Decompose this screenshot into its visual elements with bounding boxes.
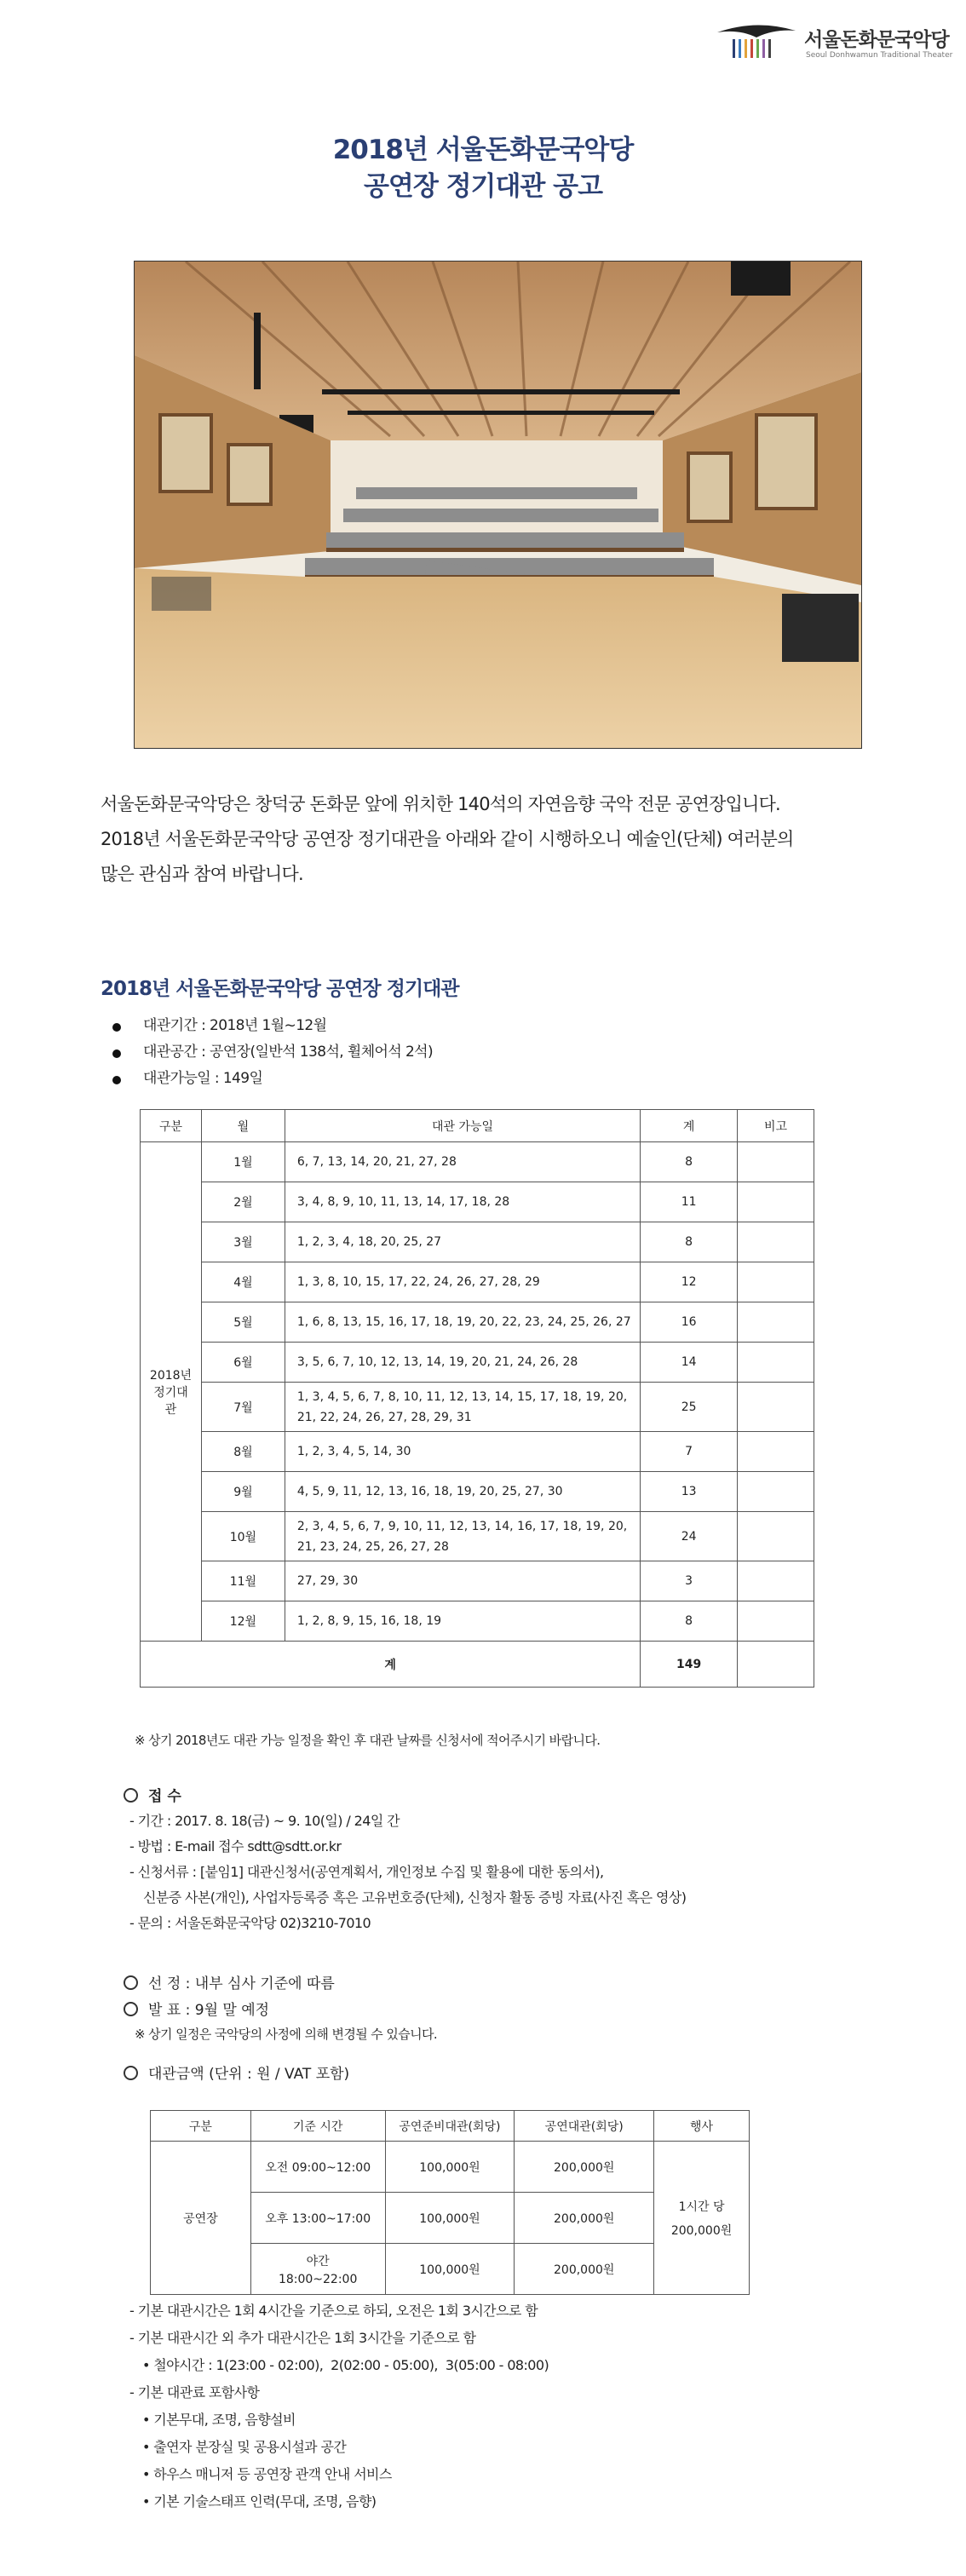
total-label: 계 <box>141 1642 641 1688</box>
count-cell: 14 <box>641 1343 738 1383</box>
month-cell: 1월 <box>201 1142 285 1182</box>
fee-note: • 기본 기술스태프 인력(무대, 조명, 음향) <box>135 2493 377 2510</box>
count-cell: 13 <box>641 1472 738 1512</box>
count-cell: 8 <box>641 1601 738 1642</box>
perf-fee-cell: 200,000원 <box>515 2142 654 2193</box>
month-cell: 10월 <box>201 1512 285 1561</box>
fee-table <box>150 2110 750 2295</box>
time-line: 18:00~22:00 <box>278 2272 358 2286</box>
remark-cell <box>738 1601 814 1642</box>
remark-cell <box>738 1222 814 1262</box>
group-label: 정기대관 <box>153 1385 188 1417</box>
group-cell <box>141 1142 202 1642</box>
time-cell <box>250 2244 385 2295</box>
perf-fee-cell: 200,000원 <box>515 2244 654 2295</box>
remark-cell <box>738 1432 814 1472</box>
fee-heading-text: 대관금액 (단위 : 원 / VAT 포함) <box>148 2066 350 2083</box>
table-row <box>141 1142 814 1182</box>
month-cell: 5월 <box>201 1302 285 1343</box>
remark-cell <box>738 1472 814 1512</box>
days-cell: 3, 4, 8, 9, 10, 11, 13, 14, 17, 18, 28 <box>285 1182 640 1222</box>
intro-line: 많은 관심과 참여 바랍니다. <box>101 864 303 884</box>
event-fee-cell <box>654 2142 750 2295</box>
intro-text <box>101 787 884 892</box>
table-row <box>141 1561 814 1601</box>
table-row <box>141 1383 814 1432</box>
list-item: 대관기간 : 2018년 1월~12월 <box>111 1013 433 1039</box>
count-cell: 11 <box>641 1182 738 1222</box>
days-cell: 3, 5, 6, 7, 10, 12, 13, 14, 19, 20, 21, 24, 26, 28 <box>285 1343 640 1383</box>
count-cell: 7 <box>641 1432 738 1472</box>
month-cell: 9월 <box>201 1472 285 1512</box>
reception-method: - 방법 : E-mail 접수 sdtt@sdtt.or.kr <box>129 1838 342 1854</box>
reception-heading <box>124 1784 181 1805</box>
event-fee-line: 1시간 당 <box>678 2199 725 2214</box>
fee-note: • 철야시간 : 1(23:00 - 02:00), 2(02:00 - 05:00), 3(05:00 - 08:00) <box>135 2357 549 2373</box>
column-header: 구분 <box>141 1110 202 1142</box>
count-cell: 16 <box>641 1302 738 1343</box>
days-cell: 1, 2, 3, 4, 5, 14, 30 <box>285 1432 640 1472</box>
days-line: 1, 3, 4, 5, 6, 7, 8, 10, 11, 12, 13, 14, 15, 17, 18, 19, 20, <box>296 1389 628 1404</box>
days-line: 21, 22, 24, 26, 27, 28, 29, 31 <box>296 1410 472 1424</box>
theater-illustration <box>135 262 861 748</box>
logo <box>714 19 952 66</box>
time-cell: 오후 13:00~17:00 <box>250 2193 385 2244</box>
remark-cell <box>738 1561 814 1601</box>
month-cell: 4월 <box>201 1262 285 1302</box>
intro-line: 서울돈화문국악당은 창덕궁 돈화문 앞에 위치한 140석의 자연음향 국악 전문 공연장입니다. <box>101 794 780 814</box>
remark-cell <box>738 1512 814 1561</box>
days-cell: 4, 5, 9, 11, 12, 13, 16, 18, 19, 20, 25, 27, 30 <box>285 1472 640 1512</box>
month-cell: 8월 <box>201 1432 285 1472</box>
remark-cell <box>738 1302 814 1343</box>
fee-heading <box>124 2061 349 2083</box>
table-row <box>141 1601 814 1642</box>
circle-bullet-icon <box>124 1788 138 1803</box>
logo-name-ko: 서울돈화문국악당 <box>804 29 949 51</box>
count-cell: 8 <box>641 1222 738 1262</box>
month-cell: 2월 <box>201 1182 285 1222</box>
remark-cell <box>738 1262 814 1302</box>
table-row <box>141 1222 814 1262</box>
circle-bullet-icon <box>124 2002 138 2016</box>
column-header: 월 <box>201 1110 285 1142</box>
theater-photo <box>134 261 862 749</box>
column-header: 비고 <box>738 1110 814 1142</box>
fee-note: - 기본 대관료 포함사항 <box>129 2384 260 2401</box>
section-title: 2018년 서울돈화문국악당 공연장 정기대관 <box>101 978 459 1000</box>
intro-line: 2018년 서울돈화문국악당 공연장 정기대관을 아래와 같이 시행하오니 예술인(단체) 여러분의 <box>101 829 794 849</box>
reception-docs-detail: 신분증 사본(개인), 사업자등록증 혹은 고유번호증(단체), 신청자 활동 증빙 자료(사진 혹은 영상) <box>143 1889 687 1906</box>
fee-note: - 기본 대관시간 외 추가 대관시간은 1회 3시간을 기준으로 함 <box>129 2330 476 2346</box>
announce-item <box>124 1998 269 2019</box>
column-header: 공연준비대관(회당) <box>385 2111 515 2142</box>
list-item: 대관공간 : 공연장(일반석 138석, 휠체어석 2석) <box>111 1039 433 1066</box>
fee-note: - 기본 대관시간은 1회 4시간을 기준으로 하되, 오전은 1회 3시간으로 함 <box>129 2303 538 2319</box>
month-cell: 3월 <box>201 1222 285 1262</box>
page-title-line2: 공연장 정기대관 공고 <box>363 171 603 202</box>
prep-fee-cell: 100,000원 <box>385 2244 515 2295</box>
schedule-note: ※ 상기 2018년도 대관 가능 일정을 확인 후 대관 날짜를 신청서에 적어주시기 바랍니다. <box>135 1733 601 1748</box>
fee-note: • 출연자 분장실 및 공용시설과 공간 <box>135 2439 347 2455</box>
fee-note: • 기본무대, 조명, 음향설비 <box>135 2412 296 2428</box>
column-header: 대관 가능일 <box>285 1110 640 1142</box>
month-cell: 11월 <box>201 1561 285 1601</box>
count-cell: 25 <box>641 1383 738 1432</box>
schedule-change-note: ※ 상기 일정은 국악당의 사정에 의해 변경될 수 있습니다. <box>135 2027 438 2042</box>
month-cell: 7월 <box>201 1383 285 1432</box>
time-cell: 오전 09:00~12:00 <box>250 2142 385 2193</box>
reception-heading-text: 접 수 <box>148 1788 181 1805</box>
remark-cell <box>738 1182 814 1222</box>
table-row <box>141 1512 814 1561</box>
table-header-row <box>141 1110 814 1142</box>
table-row <box>141 1432 814 1472</box>
month-cell: 6월 <box>201 1343 285 1383</box>
remark-cell <box>738 1383 814 1432</box>
selection-item <box>124 1971 335 1992</box>
schedule-table <box>140 1109 814 1688</box>
count-cell: 3 <box>641 1561 738 1601</box>
days-cell: 1, 2, 3, 4, 18, 20, 25, 27 <box>285 1222 640 1262</box>
list-item: 대관가능일 : 149일 <box>111 1066 433 1092</box>
total-count: 149 <box>641 1642 738 1688</box>
days-cell <box>285 1383 640 1432</box>
announce-text: 발 표 : 9월 말 예정 <box>148 2002 270 2019</box>
days-cell: 27, 29, 30 <box>285 1561 640 1601</box>
circle-bullet-icon <box>124 1975 138 1990</box>
month-cell: 12월 <box>201 1601 285 1642</box>
table-header-row <box>151 2111 750 2142</box>
table-row <box>141 1472 814 1512</box>
table-row <box>151 2142 750 2193</box>
table-row <box>141 1343 814 1383</box>
table-total-row <box>141 1642 814 1688</box>
fee-note: • 하우스 매니저 등 공연장 관객 안내 서비스 <box>135 2466 392 2482</box>
reception-contact: - 문의 : 서울돈화문국악당 02)3210-7010 <box>129 1915 371 1931</box>
prep-fee-cell: 100,000원 <box>385 2142 515 2193</box>
prep-fee-cell: 100,000원 <box>385 2193 515 2244</box>
logo-name-en: Seoul Donhwamun Traditional Theater <box>806 51 953 60</box>
column-header: 행사 <box>654 2111 750 2142</box>
column-header: 기준 시간 <box>250 2111 385 2142</box>
page-title-line1: 2018년 서울돈화문국악당 <box>332 135 634 165</box>
reception-period: - 기간 : 2017. 8. 18(금) ~ 9. 10(일) / 24일 간 <box>129 1813 400 1829</box>
remark-cell <box>738 1642 814 1688</box>
perf-fee-cell: 200,000원 <box>515 2193 654 2244</box>
rental-summary-list <box>111 1013 433 1092</box>
table-row <box>141 1302 814 1343</box>
days-cell: 1, 2, 8, 9, 15, 16, 18, 19 <box>285 1601 640 1642</box>
table-row <box>141 1262 814 1302</box>
count-cell: 8 <box>641 1142 738 1182</box>
table-row <box>141 1182 814 1222</box>
group-label: 2018년 <box>149 1368 193 1383</box>
days-cell: 1, 6, 8, 13, 15, 16, 17, 18, 19, 20, 22, 23, 24, 25, 26, 27 <box>285 1302 640 1343</box>
remark-cell <box>738 1142 814 1182</box>
column-header: 구분 <box>151 2111 251 2142</box>
days-cell: 1, 3, 8, 10, 15, 17, 22, 24, 26, 27, 28, 29 <box>285 1262 640 1302</box>
selection-text: 선 정 : 내부 심사 기준에 따름 <box>148 1975 335 1992</box>
days-cell <box>285 1512 640 1561</box>
logo-roof-icon <box>714 20 799 61</box>
column-header: 공연대관(회당) <box>515 2111 654 2142</box>
reception-docs: - 신청서류 : [붙임1] 대관신청서(공연계획서, 개인정보 수집 및 활용에 대한 동의서), <box>129 1864 604 1880</box>
days-cell: 6, 7, 13, 14, 20, 21, 27, 28 <box>285 1142 640 1182</box>
event-fee-line: 200,000원 <box>670 2223 733 2238</box>
days-line: 21, 23, 24, 25, 26, 27, 28 <box>296 1539 449 1554</box>
column-header: 계 <box>641 1110 738 1142</box>
count-cell: 12 <box>641 1262 738 1302</box>
remark-cell <box>738 1343 814 1383</box>
space-cell: 공연장 <box>151 2142 251 2295</box>
count-cell: 24 <box>641 1512 738 1561</box>
time-line: 야간 <box>306 2254 330 2268</box>
days-line: 2, 3, 4, 5, 6, 7, 9, 10, 11, 12, 13, 14, 16, 17, 18, 19, 20, <box>296 1519 628 1533</box>
circle-bullet-icon <box>124 2066 138 2080</box>
